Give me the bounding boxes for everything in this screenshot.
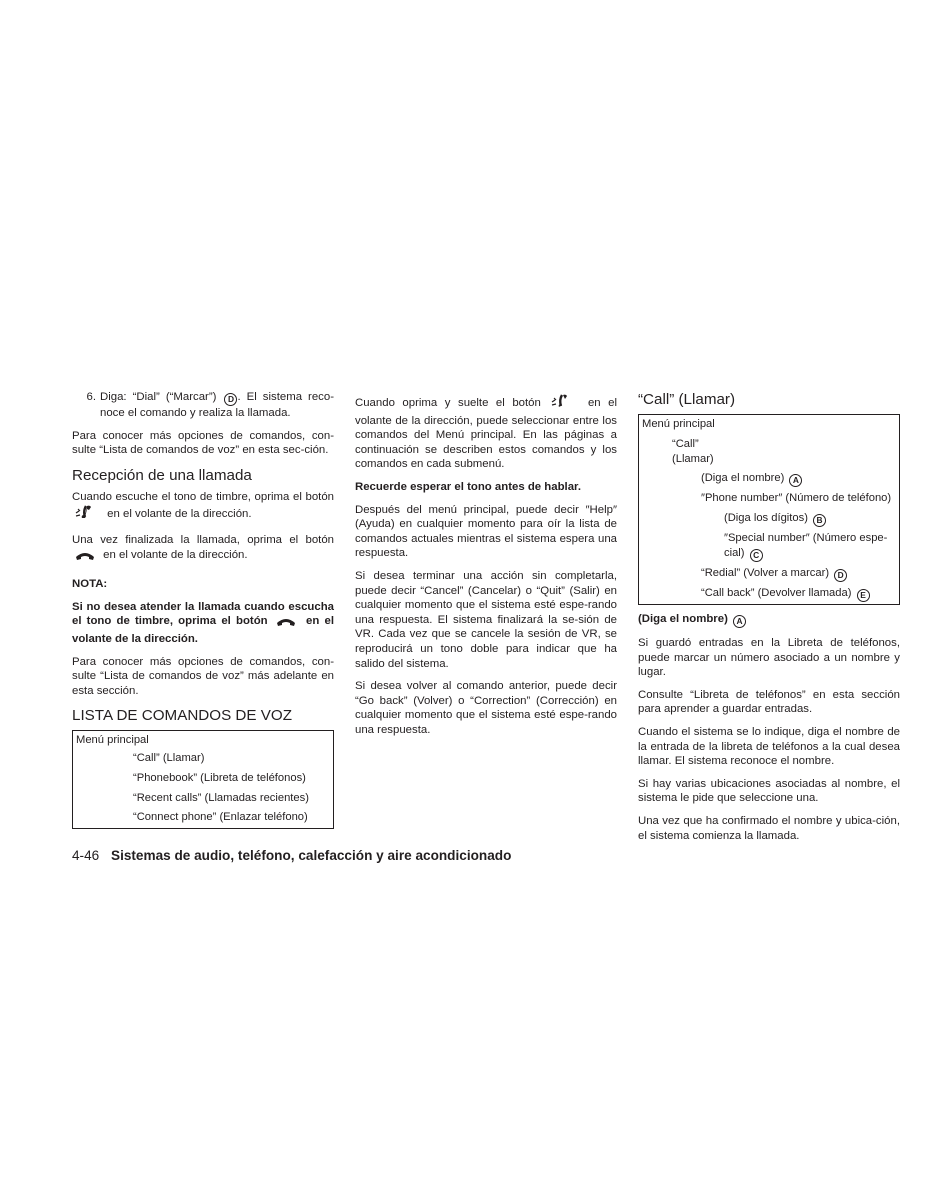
text-p1-a: Cuando oprima y suelte el botón	[355, 397, 541, 409]
hang-up-icon	[74, 549, 96, 566]
menu-item-recent-calls: “Recent calls” (Llamadas recientes)	[133, 791, 309, 804]
badge-a: A	[733, 615, 746, 628]
text-fin-a: Una vez finalizada la llamada, oprima el botón	[72, 533, 334, 546]
paragraph-tono	[72, 490, 334, 525]
bold-diga-text: (Diga el nombre)	[638, 612, 728, 625]
badge-d: D	[224, 393, 237, 406]
paragraph-cancel: Si desea terminar una acción sin completarla, puede decir “Cancel” (Cancelar) o “Quit” (Salir) en cualquier momento que el sistema esté espe-rando una respuesta. El sistema finalizará la se-sión de VR. Cada vez que se cancele la sesión de VR, se reproducirá un tono doble para indicar que ha salido del sistema.	[355, 569, 617, 670]
callback-text: “Call back” (Devolver llamada)	[701, 587, 852, 600]
paragraph-go-back: Si desea volver al comando anterior, puede decir “Go back” (Volver) o “Correction” (Corrección) en cualquier momento que el sistema esté espe-rando una respuesta.	[355, 680, 617, 736]
bold-diga-nombre	[638, 612, 900, 628]
menu-item-phonebook: “Phonebook” (Libreta de teléfonos)	[133, 772, 306, 785]
paragraph-multiple-locations: Si hay varias ubicaciones asociadas al nombre, el sistema le pide que seleccione una.	[638, 777, 900, 805]
menu-diga-nombre	[642, 467, 899, 489]
digitos-text: (Diga los dígitos)	[724, 511, 808, 524]
badge-a: A	[789, 474, 802, 487]
column-right	[638, 390, 900, 851]
menu-root: Menú principal	[76, 734, 149, 747]
menu-callback	[642, 584, 899, 604]
text-p1-b: en el volante de la dirección, puede seleccionar entre los comandos del Menú principal. En las páginas a continuación se describen estos comandos y los comandos en cada submenú.	[355, 397, 618, 471]
hang-up-icon	[275, 615, 297, 632]
column-middle	[355, 393, 617, 745]
menu-root: Menú principal	[642, 418, 715, 430]
command-menu-box	[72, 730, 334, 829]
paragraph-saved-entries: Si guardó entradas en la Libreta de teléfonos, puede marcar un número asociado a un nombre y lugar.	[638, 636, 900, 679]
paragraph-main-menu	[355, 393, 617, 472]
text-fin-b: en el volante de la dirección.	[103, 548, 248, 561]
paragraph-confirm: Una vez que ha confirmado el nombre y ubica-ción, el sistema comienza la llamada.	[638, 814, 900, 842]
paragraph-fin	[72, 533, 334, 565]
nota-label: NOTA:	[72, 578, 108, 591]
menu-phone-number: ″Phone number″ (Número de teléfono)	[701, 491, 892, 504]
call-menu-box	[638, 414, 900, 605]
redial-text: “Redial” (Volver a marcar)	[701, 567, 830, 580]
nota-text	[72, 600, 334, 647]
paragraph-help: Después del menú principal, puede decir ″Help″ (Ayuda) en cualquier momento para oír la lista de comandos actuales mientras el sistema espera una respuesta.	[355, 503, 617, 560]
menu-call-2: (Llamar)	[672, 453, 714, 465]
menu-redial	[642, 564, 899, 584]
column-left	[72, 390, 334, 829]
paragraph-more-commands: Para conocer más opciones de comandos, con-sulte “Lista de comandos de voz” en esta sec-ción.	[72, 429, 334, 457]
badge-b: B	[813, 514, 826, 527]
voice-phone-icon	[74, 504, 100, 525]
voice-phone-icon	[550, 393, 576, 414]
menu-item-call: “Call” (Llamar)	[133, 752, 205, 765]
special-text-2: cial)	[724, 547, 745, 560]
list-item-6	[72, 390, 334, 421]
paragraph-consult: Consulte “Libreta de teléfonos” en esta sección para aprender a guardar entradas.	[638, 688, 900, 716]
bold-tone: Recuerde esperar el tono antes de hablar.	[355, 480, 581, 493]
badge-c: C	[750, 549, 763, 562]
paragraph-more-commands-2: Para conocer más opciones de comandos, con-sulte “Lista de comandos de voz” más adelante en esta sección.	[72, 655, 334, 697]
list-number: 6.	[86, 391, 96, 403]
paragraph-say-name: Cuando el sistema se lo indique, diga el nombre de la entrada de la libreta de teléfonos a la cual desea llamar. El sistema reconoce el nombre.	[638, 725, 900, 768]
text-tono-b: en el volante de la dirección.	[107, 508, 252, 521]
badge-e: E	[857, 589, 870, 602]
menu-call-1: “Call”	[672, 438, 699, 450]
list-text	[100, 390, 334, 421]
heading-call: “Call” (Llamar)	[638, 391, 736, 408]
heading-lista: LISTA DE COMANDOS DE VOZ	[72, 707, 292, 725]
nota-text-b: en el volante de la dirección.	[72, 615, 334, 645]
menu-item-connect-phone: “Connect phone” (Enlazar teléfono)	[133, 811, 308, 824]
text-tono-a: Cuando escuche el tono de timbre, oprima el botón	[72, 490, 334, 503]
menu-digitos	[642, 509, 899, 529]
page-footer	[72, 847, 511, 865]
badge-d: D	[834, 569, 847, 582]
nota-text-a: Si no desea atender la llamada cuando escucha el tono de timbre, oprima el botón	[72, 600, 334, 628]
page-number: 4-46	[72, 848, 100, 863]
section-title: Sistemas de audio, teléfono, calefacción y aire acondicionado	[111, 848, 512, 863]
item6-text-b: . El sistema reco-noce el comando y realiza la llamada.	[100, 391, 334, 419]
diga-text: (Diga el nombre)	[701, 472, 785, 484]
heading-recepcion: Recepción de una llamada	[72, 466, 252, 484]
menu-special-number	[642, 528, 899, 564]
item6-text-a: Diga: “Dial” (“Marcar”)	[100, 391, 217, 403]
special-text-1: ″Special number″ (Número espe-	[724, 532, 888, 545]
